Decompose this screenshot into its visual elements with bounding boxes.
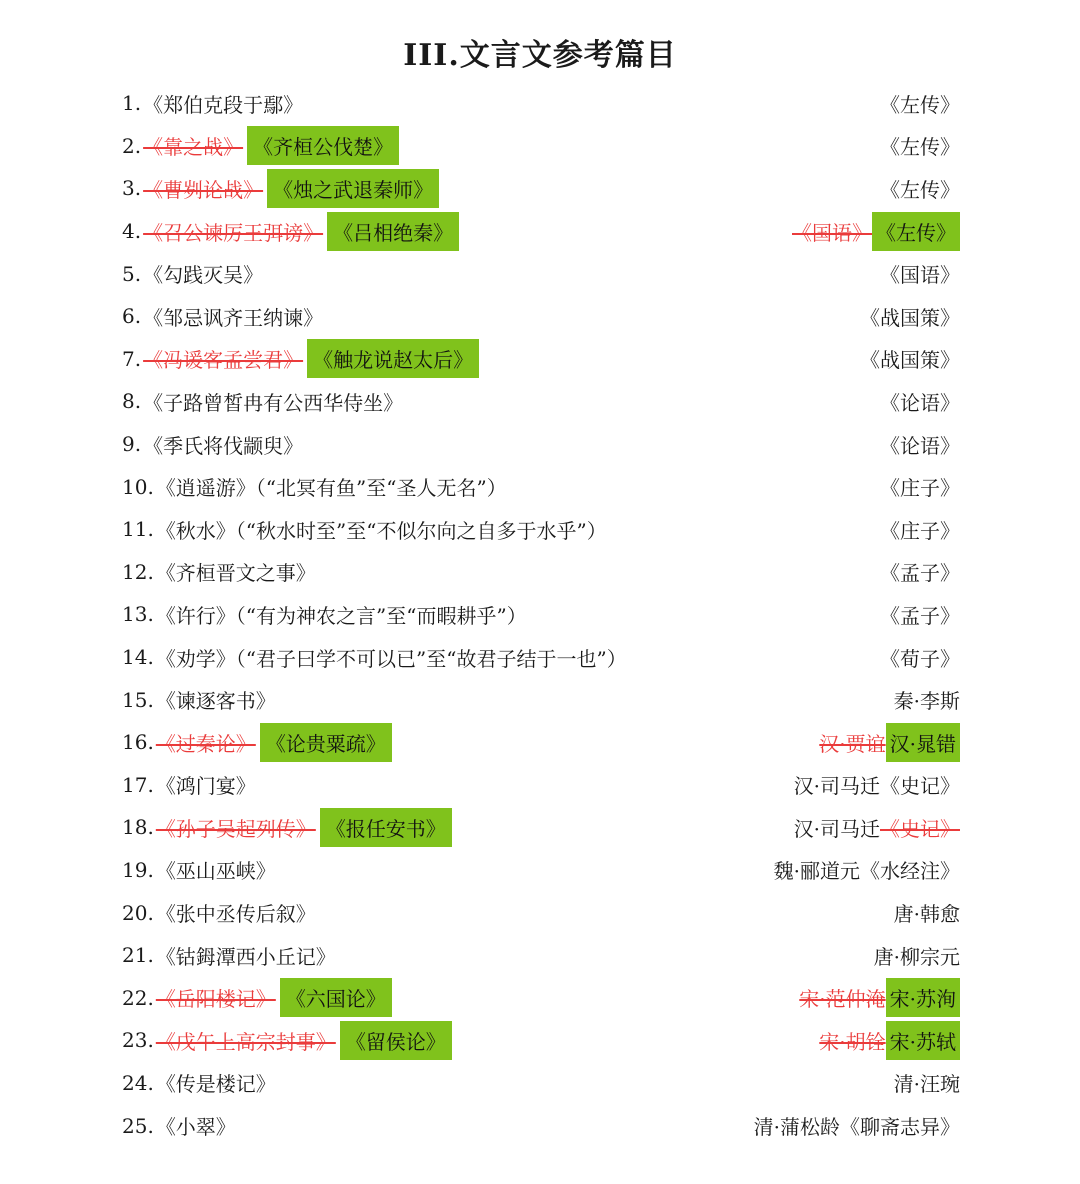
item-source-group [880,600,960,629]
item-number: 20. [122,900,154,925]
item-title: 《谏逐客书》 [155,689,276,714]
list-item [122,849,960,892]
item-source: 《国语》 [880,263,960,288]
item-title-group [122,212,459,251]
item-title-group [122,515,607,544]
item-source-group [880,643,960,672]
list-item [122,82,960,125]
deleted-title: 《过秦论》 [155,731,256,756]
item-title-group [122,685,276,714]
list-item [122,976,960,1019]
list-item [122,338,960,381]
item-number: 22. [122,985,154,1010]
item-title: 《小翠》 [155,1115,236,1140]
list-item [122,210,960,253]
item-number: 15. [122,687,154,712]
item-source: 《左传》 [880,92,960,117]
item-title: 《传是楼记》 [155,1072,276,1097]
item-source-group [819,1021,960,1060]
item-title-group [122,770,256,799]
item-title: 《齐桓晋文之事》 [155,561,316,586]
list-item [122,167,960,210]
item-source: 清·蒲松龄《聊斋志异》 [753,1115,960,1140]
item-source: 汉·司马迁《史记》 [793,774,960,799]
item-number: 12. [122,559,154,584]
item-number: 18. [122,815,154,840]
item-title-group [122,643,627,672]
item-source: 《庄子》 [880,476,960,501]
item-source-group [880,557,960,586]
item-number: 2. [122,133,142,158]
replacement-title: 《烛之武退秦师》 [267,169,439,208]
item-number: 24. [122,1070,154,1095]
item-title: 《秋水》（“秋水时至”至“不似尔向之自多于水乎”） [155,518,607,543]
item-source: 汉·司马迁 [793,816,880,841]
item-number: 10. [122,474,154,499]
item-number: 19. [122,857,154,882]
item-source-group [880,131,960,160]
list-item [122,1062,960,1105]
item-title-group [122,600,527,629]
item-title-group [122,855,276,884]
item-number: 8. [122,389,142,414]
list-item [122,934,960,977]
item-source: 唐·韩愈 [893,902,960,927]
item-number: 7. [122,346,142,371]
item-title-group [122,89,303,118]
item-title-group [122,339,479,378]
item-source-group [792,212,960,251]
item-number: 25. [122,1113,154,1138]
item-title-group [122,723,392,762]
list-item [122,891,960,934]
item-source: 《孟子》 [880,561,960,586]
item-number: 6. [122,304,142,329]
item-source: 《荀子》 [880,646,960,671]
item-title: 《张中丞传后叙》 [155,902,316,927]
item-title-group [122,169,439,208]
item-number: 1. [122,91,142,116]
item-title: 《钴鉧潭西小丘记》 [155,944,336,969]
item-title-group [122,1068,276,1097]
list-item [122,1104,960,1147]
item-number: 14. [122,645,154,670]
item-title-group [122,941,336,970]
replacement-source: 宋·苏洵 [886,978,960,1017]
item-number: 16. [122,730,154,755]
item-title-group [122,302,323,331]
list-item [122,508,960,551]
item-title: 《郑伯克段于鄢》 [143,92,304,117]
list-item [122,125,960,168]
list-item [122,678,960,721]
list-item [122,465,960,508]
item-source-group [874,941,960,970]
item-title: 《许行》（“有为神农之言”至“而暇耕乎”） [155,603,527,628]
item-source: 《战国策》 [860,348,960,373]
item-number: 11. [122,517,154,542]
deleted-title: 《靠之战》 [143,135,244,160]
replacement-title: 《触龙说赵太后》 [307,339,479,378]
item-source-group [860,302,960,331]
item-source: 清·汪琬 [893,1072,960,1097]
item-title-group [122,472,507,501]
item-source: 《论语》 [880,390,960,415]
replacement-title: 《齐桓公伐楚》 [247,126,399,165]
replacement-title: 《吕相绝秦》 [327,212,459,251]
item-source: 《庄子》 [880,518,960,543]
page-title: III.文言文参考篇目 [403,38,677,73]
replacement-source: 宋·苏轼 [886,1021,960,1060]
item-title-group [122,557,316,586]
item-title-group [122,387,403,416]
list-item [122,806,960,849]
item-source-group [880,430,960,459]
item-number: 9. [122,432,142,457]
item-source: 《左传》 [880,177,960,202]
item-source-group [894,685,960,714]
list-item [122,380,960,423]
item-number: 3. [122,176,142,201]
item-number: 5. [122,261,142,286]
list-item [122,721,960,764]
item-source-group [754,1111,960,1140]
item-title-group [122,1021,452,1060]
item-source-group [860,344,960,373]
item-source-group [880,174,960,203]
item-source-group [819,723,960,762]
deleted-source: 《国语》 [792,220,872,245]
deleted-title: 《召公谏厉王弭谤》 [143,220,324,245]
item-title: 《勾践灭吴》 [143,263,264,288]
replacement-title: 《论贵粟疏》 [260,723,392,762]
list-item [122,423,960,466]
item-number: 21. [122,943,154,968]
item-source-group [894,1068,960,1097]
item-number: 4. [122,219,142,244]
item-source: 魏·郦道元《水经注》 [773,859,960,884]
deleted-source: 宋·范仲淹 [799,987,886,1012]
replacement-source: 《左传》 [872,212,960,251]
item-title: 《邹忌讽齐王纳谏》 [143,305,324,330]
item-source-group [880,472,960,501]
item-source-group [799,978,960,1017]
item-title: 《劝学》（“君子曰学不可以已”至“故君子结于一也”） [155,646,627,671]
item-source-group [880,515,960,544]
replacement-title: 《六国论》 [280,978,392,1017]
list-item [122,295,960,338]
list-item [122,551,960,594]
item-title-group [122,1111,236,1140]
item-title: 《逍遥游》（“北冥有鱼”至“圣人无名”） [155,476,507,501]
item-source-group [880,89,960,118]
reading-list [122,82,960,1147]
item-title-group [122,808,452,847]
item-source-group [880,387,960,416]
item-number: 23. [122,1028,154,1053]
item-source-group [794,770,960,799]
item-source-group [774,855,960,884]
replacement-title: 《留侯论》 [340,1021,452,1060]
list-item [122,636,960,679]
item-source-group [880,259,960,288]
item-title: 《季氏将伐颛臾》 [143,433,304,458]
deleted-title: 《岳阳楼记》 [155,987,276,1012]
item-source: 《孟子》 [880,603,960,628]
item-title: 《巫山巫峡》 [155,859,276,884]
deleted-source: 宋·胡铨 [819,1029,886,1054]
item-source: 秦·李斯 [893,689,960,714]
item-title-group [122,430,303,459]
deleted-source: 《史记》 [880,816,960,841]
deleted-source: 汉·贾谊 [819,731,886,756]
deleted-title: 《孙子吴起列传》 [155,816,316,841]
replacement-title: 《报任安书》 [320,808,452,847]
item-title: 《子路曾皙冉有公西华侍坐》 [143,390,404,415]
item-source: 《左传》 [880,135,960,160]
item-source: 《战国策》 [860,305,960,330]
item-title-group [122,898,316,927]
replacement-source: 汉·晁错 [886,723,960,762]
item-number: 17. [122,772,154,797]
item-source-group [794,813,960,842]
item-title-group [122,259,263,288]
item-source-group [894,898,960,927]
item-title-group [122,978,392,1017]
deleted-title: 《戊午上高宗封事》 [155,1029,336,1054]
list-item [122,593,960,636]
item-source: 唐·柳宗元 [873,944,960,969]
deleted-title: 《冯谖客孟尝君》 [143,348,304,373]
list-item [122,252,960,295]
list-item [122,764,960,807]
list-item [122,1019,960,1062]
deleted-title: 《曹刿论战》 [143,177,264,202]
item-source: 《论语》 [880,433,960,458]
item-title-group [122,126,399,165]
item-number: 13. [122,602,154,627]
item-title: 《鸿门宴》 [155,774,256,799]
